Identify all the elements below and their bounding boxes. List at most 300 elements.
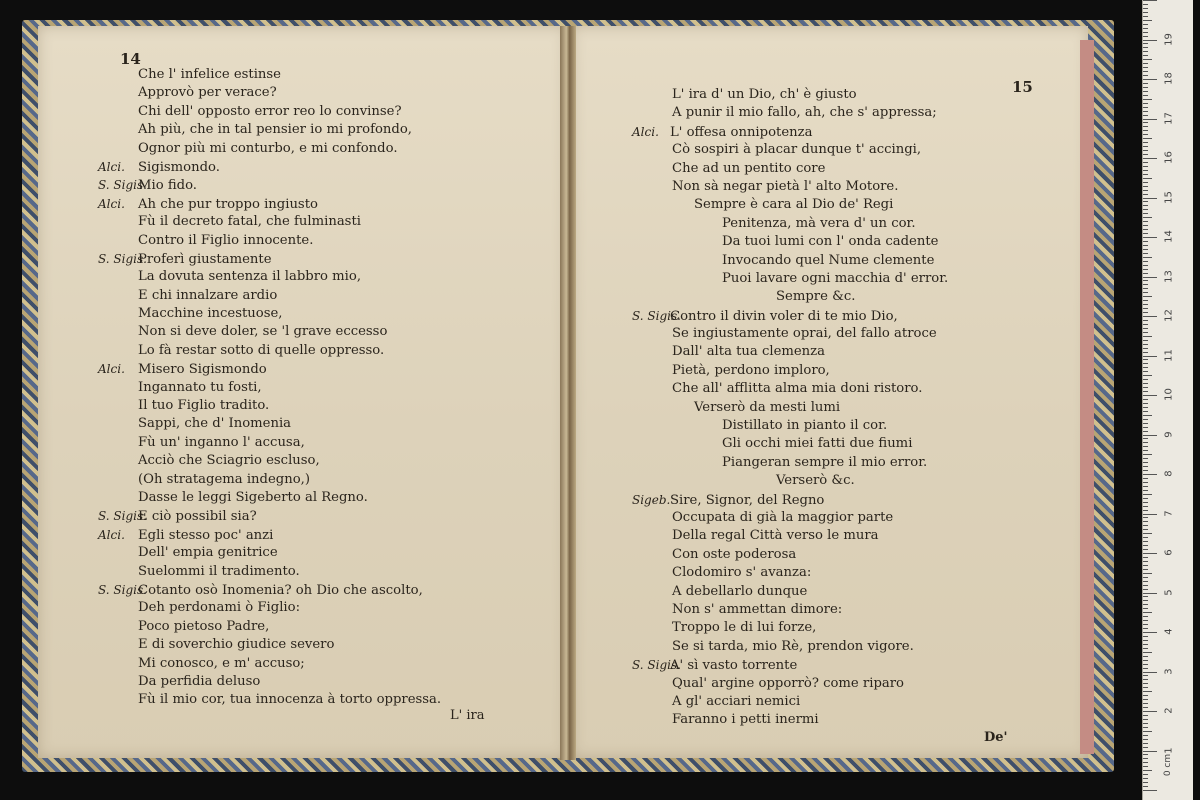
ruler-tick bbox=[1143, 130, 1148, 131]
text-line bbox=[632, 435, 948, 453]
text-line bbox=[98, 213, 441, 231]
text-line bbox=[632, 86, 948, 104]
line-text: Mi conosco, e m' accuso; bbox=[138, 655, 305, 671]
ruler-tick bbox=[1143, 470, 1148, 471]
ruler-tick bbox=[1143, 288, 1148, 289]
text-line bbox=[98, 342, 441, 360]
ruler-tick bbox=[1143, 454, 1152, 455]
ruler-tick bbox=[1143, 521, 1148, 522]
text-line bbox=[98, 379, 441, 397]
ruler-number: 18 bbox=[1163, 72, 1175, 85]
ruler-tick bbox=[1143, 778, 1148, 779]
ruler-unit-label: 0 cm bbox=[1163, 753, 1174, 777]
line-text: Cò sospiri à placar dunque t' accingi, bbox=[672, 142, 922, 158]
ruler-tick bbox=[1143, 209, 1148, 210]
ruler-tick bbox=[1143, 348, 1148, 349]
ruler-tick bbox=[1143, 308, 1148, 309]
ruler-tick bbox=[1143, 731, 1152, 732]
text-line bbox=[632, 215, 948, 233]
ruler-tick bbox=[1143, 446, 1148, 447]
line-text: Acciò che Sciagrio escluso, bbox=[138, 453, 320, 469]
ruler-tick bbox=[1143, 75, 1148, 76]
text-line bbox=[632, 160, 948, 178]
ruler-tick bbox=[1143, 672, 1157, 673]
ruler-tick bbox=[1143, 395, 1157, 396]
ruler-number: 14 bbox=[1163, 230, 1175, 243]
ruler-tick bbox=[1143, 194, 1148, 195]
ruler-tick bbox=[1143, 727, 1148, 728]
ruler-tick bbox=[1143, 703, 1148, 704]
ruler-tick bbox=[1143, 679, 1148, 680]
text-line bbox=[98, 232, 441, 250]
ruler-tick bbox=[1143, 431, 1148, 432]
line-text: Non s' ammettan dimore: bbox=[672, 601, 843, 617]
ruler-tick bbox=[1143, 648, 1148, 649]
ruler-tick bbox=[1143, 356, 1157, 357]
ruler-tick bbox=[1143, 336, 1152, 337]
text-line bbox=[98, 268, 441, 286]
text-line bbox=[98, 489, 441, 507]
line-text: L' ira d' un Dio, ch' è giusto bbox=[672, 87, 857, 102]
line-text: Gli occhi miei fatti due fiumi bbox=[722, 436, 913, 452]
ruler-tick bbox=[1143, 332, 1148, 333]
ruler-number: 1 bbox=[1163, 746, 1175, 754]
ruler-tick bbox=[1143, 403, 1148, 404]
ruler-tick bbox=[1143, 691, 1152, 692]
ruler-tick bbox=[1143, 316, 1157, 317]
ruler-tick bbox=[1143, 225, 1148, 226]
ruler-tick bbox=[1143, 324, 1148, 325]
ruler-tick bbox=[1143, 652, 1152, 653]
ruler-tick bbox=[1143, 63, 1148, 64]
text-line bbox=[98, 195, 441, 213]
ruler-tick bbox=[1143, 352, 1148, 353]
ruler-tick bbox=[1143, 146, 1148, 147]
text-line bbox=[632, 638, 948, 656]
ruler-tick bbox=[1143, 391, 1148, 392]
ruler-tick bbox=[1143, 577, 1148, 578]
ruler-tick bbox=[1143, 154, 1148, 155]
ruler-number: 17 bbox=[1163, 111, 1175, 125]
text-line bbox=[632, 325, 948, 343]
ruler-tick bbox=[1143, 695, 1148, 696]
ruler-tick bbox=[1143, 233, 1148, 234]
line-text: Distillato in pianto il cor. bbox=[722, 418, 888, 434]
line-text: A gl' acciari nemici bbox=[672, 693, 801, 709]
ruler-tick bbox=[1143, 340, 1148, 341]
ruler-number: 16 bbox=[1163, 151, 1175, 164]
ruler-number: 4 bbox=[1163, 628, 1175, 635]
text-line bbox=[632, 509, 948, 527]
ruler-tick bbox=[1143, 604, 1148, 605]
ruler-tick bbox=[1143, 506, 1148, 507]
ruler-tick bbox=[1143, 490, 1148, 491]
line-text: Fù il decreto fatal, che fulminasti bbox=[138, 214, 361, 230]
ruler-tick bbox=[1143, 636, 1148, 637]
ruler-tick bbox=[1143, 142, 1148, 143]
line-text: E ciò possibil sia? bbox=[138, 509, 257, 525]
line-text: Chi dell' opposto error reo lo convinse? bbox=[138, 103, 402, 119]
ruler-tick bbox=[1143, 162, 1148, 163]
ruler-tick bbox=[1143, 502, 1148, 503]
ruler-tick bbox=[1143, 55, 1148, 56]
ruler-tick bbox=[1143, 435, 1157, 436]
ruler-tick bbox=[1143, 312, 1148, 313]
book-gutter bbox=[560, 26, 576, 760]
ruler-tick bbox=[1143, 514, 1157, 515]
line-text: Pietà, perdono imploro, bbox=[672, 362, 830, 378]
left-catchword: L' ira bbox=[450, 708, 485, 723]
speaker-label: Alci. bbox=[98, 196, 125, 211]
line-text: Deh perdonami ò Figlio: bbox=[138, 600, 301, 616]
ruler-tick bbox=[1143, 644, 1148, 645]
ruler-tick bbox=[1143, 328, 1148, 329]
ruler-tick bbox=[1143, 632, 1157, 633]
line-text: Contro il divin voler di te mio Dio, bbox=[670, 308, 898, 324]
ruler-tick bbox=[1143, 498, 1148, 499]
line-text: Macchine incestuose, bbox=[138, 306, 283, 322]
ruler-tick bbox=[1143, 300, 1148, 301]
line-text: Lo fà restar sotto di quelle oppresso. bbox=[138, 342, 385, 358]
text-line bbox=[98, 618, 441, 636]
line-text: Mio fido. bbox=[138, 178, 197, 194]
ruler-number: 7 bbox=[1163, 509, 1175, 517]
ruler-tick bbox=[1143, 111, 1148, 112]
ruler-tick bbox=[1143, 201, 1148, 202]
line-text: Invocando quel Nume clemente bbox=[722, 252, 935, 268]
line-text: Piangeran sempre il mio error. bbox=[722, 454, 928, 470]
line-text: Ah più, che in tal pensier io mi profondo, bbox=[138, 122, 412, 138]
ruler-tick bbox=[1143, 221, 1148, 222]
ruler-tick bbox=[1143, 387, 1148, 388]
ruler-tick bbox=[1143, 782, 1148, 783]
speaker-label: S. Sigis. bbox=[98, 509, 147, 524]
text-line bbox=[98, 103, 441, 121]
ruler-tick bbox=[1143, 51, 1148, 52]
left-folio: 14 bbox=[120, 50, 141, 68]
ruler-tick bbox=[1143, 589, 1148, 590]
measuring-ruler bbox=[1142, 0, 1193, 800]
line-text: Ah che pur troppo ingiusto bbox=[138, 196, 318, 212]
ruler-tick bbox=[1143, 770, 1152, 771]
ruler-number: 9 bbox=[1163, 430, 1175, 438]
ruler-tick bbox=[1143, 103, 1148, 104]
text-line bbox=[632, 252, 948, 270]
ruler-tick bbox=[1143, 442, 1148, 443]
speaker-label: Alci. bbox=[98, 362, 125, 377]
ruler-tick bbox=[1143, 71, 1148, 72]
text-line bbox=[98, 691, 441, 709]
ruler-tick bbox=[1143, 774, 1148, 775]
ruler-tick bbox=[1143, 593, 1157, 594]
text-line bbox=[632, 601, 948, 619]
ruler-tick bbox=[1143, 126, 1148, 127]
line-text: Suelommi il tradimento. bbox=[138, 563, 300, 579]
ruler-tick bbox=[1143, 751, 1157, 752]
text-line bbox=[98, 452, 441, 470]
text-line bbox=[632, 711, 948, 729]
text-line bbox=[632, 288, 948, 306]
text-line bbox=[632, 141, 948, 159]
ruler-tick bbox=[1143, 296, 1152, 297]
ruler-tick bbox=[1143, 766, 1148, 767]
line-text: Ingannato tu fosti, bbox=[138, 379, 262, 395]
ruler-tick bbox=[1143, 138, 1152, 139]
text-line bbox=[632, 491, 948, 509]
line-text: Fù un' inganno l' accusa, bbox=[138, 434, 305, 450]
right-catchword: De' bbox=[984, 730, 1008, 745]
text-line bbox=[632, 656, 948, 674]
ruler-tick bbox=[1143, 115, 1148, 116]
line-text: Dell' empia genitrice bbox=[138, 545, 278, 561]
speaker-label: S. Sigis. bbox=[98, 178, 147, 193]
ruler-tick bbox=[1143, 462, 1148, 463]
ruler-tick bbox=[1143, 249, 1148, 250]
ruler-tick bbox=[1143, 91, 1148, 92]
ruler-tick bbox=[1143, 107, 1148, 108]
speaker-label: S. Sigis. bbox=[632, 658, 681, 673]
line-text: Della regal Città verso le mura bbox=[672, 528, 879, 544]
ruler-tick bbox=[1143, 711, 1157, 712]
ruler-tick bbox=[1143, 320, 1148, 321]
ruler-tick bbox=[1143, 261, 1148, 262]
ruler-tick bbox=[1143, 474, 1157, 475]
text-line bbox=[632, 104, 948, 122]
ruler-tick bbox=[1143, 280, 1148, 281]
ruler-tick bbox=[1143, 747, 1148, 748]
line-text: Cotanto osò Inomenia? oh Dio che ascolto, bbox=[138, 582, 423, 598]
text-line bbox=[632, 619, 948, 637]
ruler-tick bbox=[1143, 458, 1148, 459]
line-text: Se si tarda, mio Rè, prendon vigore. bbox=[672, 638, 914, 654]
text-line bbox=[98, 140, 441, 158]
ruler-tick bbox=[1143, 423, 1148, 424]
ruler-tick bbox=[1143, 419, 1148, 420]
ruler-tick bbox=[1143, 245, 1148, 246]
line-text: Sigismondo. bbox=[138, 159, 220, 175]
ruler-tick bbox=[1143, 719, 1148, 720]
ruler-tick bbox=[1143, 379, 1148, 380]
ruler-tick bbox=[1143, 723, 1148, 724]
line-text: Non sà negar pietà l' alto Motore. bbox=[672, 178, 899, 194]
text-line bbox=[98, 526, 441, 544]
ruler-tick bbox=[1143, 241, 1148, 242]
text-line bbox=[632, 307, 948, 325]
ruler-tick bbox=[1143, 237, 1157, 238]
line-text: E chi innalzare ardio bbox=[138, 287, 278, 303]
ruler-tick bbox=[1143, 541, 1148, 542]
ruler-tick bbox=[1143, 273, 1148, 274]
ruler-tick bbox=[1143, 537, 1148, 538]
ruler-tick bbox=[1143, 754, 1148, 755]
speaker-label: S. Sigis. bbox=[98, 582, 147, 597]
ruler-tick bbox=[1143, 600, 1148, 601]
text-line bbox=[632, 233, 948, 251]
text-line bbox=[98, 287, 441, 305]
ruler-tick bbox=[1143, 675, 1148, 676]
line-text: Egli stesso poc' anzi bbox=[138, 527, 274, 543]
text-line bbox=[98, 471, 441, 489]
ruler-tick bbox=[1143, 119, 1157, 120]
ruler-tick bbox=[1143, 371, 1148, 372]
right-folio: 15 bbox=[1012, 78, 1033, 96]
text-line bbox=[98, 66, 441, 84]
ruler-tick bbox=[1143, 668, 1148, 669]
text-line bbox=[632, 362, 948, 380]
ruler-tick bbox=[1143, 12, 1148, 13]
ruler-tick bbox=[1143, 739, 1148, 740]
ruler-tick bbox=[1143, 67, 1148, 68]
line-text: Dasse le leggi Sigeberto al Regno. bbox=[138, 489, 368, 505]
ruler-tick bbox=[1143, 367, 1148, 368]
text-line bbox=[632, 564, 948, 582]
text-line bbox=[98, 563, 441, 581]
ruler-tick bbox=[1143, 20, 1152, 21]
ruler-tick bbox=[1143, 265, 1148, 266]
ruler-tick bbox=[1143, 150, 1148, 151]
ruler-tick bbox=[1143, 79, 1157, 80]
line-text: Sempre è cara al Dio de' Regi bbox=[694, 197, 894, 213]
text-line bbox=[632, 583, 948, 601]
ruler-tick bbox=[1143, 383, 1148, 384]
line-text: Da tuoi lumi con l' onda cadente bbox=[722, 234, 939, 250]
line-text: Sempre &c. bbox=[776, 289, 856, 305]
line-text: Occupata di già la maggior parte bbox=[672, 509, 894, 525]
line-text: Che l' infelice estinse bbox=[138, 67, 281, 82]
text-line bbox=[632, 343, 948, 361]
line-text: Che ad un pentito core bbox=[672, 160, 826, 176]
ruler-tick bbox=[1143, 482, 1148, 483]
ruler-tick bbox=[1143, 616, 1148, 617]
line-text: Se ingiustamente oprai, del fallo atroce bbox=[672, 326, 937, 342]
ruler-number: 15 bbox=[1163, 190, 1175, 204]
ruler-tick bbox=[1143, 450, 1148, 451]
line-text: A debellarlo dunque bbox=[672, 583, 808, 599]
speaker-label: Alci. bbox=[98, 159, 125, 174]
line-text: La dovuta sentenza il labbro mio, bbox=[138, 269, 362, 285]
ruler-tick bbox=[1143, 466, 1148, 467]
ruler-tick bbox=[1143, 565, 1148, 566]
ruler-tick bbox=[1143, 620, 1148, 621]
line-text: Che all' afflitta alma mia doni ristoro. bbox=[672, 381, 923, 397]
line-text: L' offesa onnipotenza bbox=[670, 124, 813, 140]
ruler-tick bbox=[1143, 628, 1148, 629]
text-line bbox=[98, 581, 441, 599]
ruler-tick bbox=[1143, 359, 1148, 360]
text-line bbox=[98, 176, 441, 194]
ruler-tick bbox=[1143, 612, 1152, 613]
ruler-tick bbox=[1143, 549, 1148, 550]
text-line bbox=[98, 250, 441, 268]
ruler-tick bbox=[1143, 478, 1148, 479]
ruler-tick bbox=[1143, 486, 1148, 487]
ruler-tick bbox=[1143, 205, 1148, 206]
ruler-tick bbox=[1143, 213, 1148, 214]
text-line bbox=[98, 360, 441, 378]
text-line bbox=[632, 527, 948, 545]
speaker-label: Alci. bbox=[632, 124, 659, 139]
ruler-tick bbox=[1143, 656, 1148, 657]
ruler-tick bbox=[1143, 707, 1148, 708]
line-text: Con oste poderosa bbox=[672, 546, 797, 562]
ruler-tick bbox=[1143, 581, 1148, 582]
text-line bbox=[98, 397, 441, 415]
ruler-number: 19 bbox=[1163, 32, 1175, 46]
line-text: A punir il mio fallo, ah, che s' appressa; bbox=[672, 105, 937, 121]
ruler-tick bbox=[1143, 40, 1157, 41]
line-text: Sappi, che d' Inomenia bbox=[138, 416, 292, 432]
ruler-tick bbox=[1143, 438, 1148, 439]
text-line bbox=[98, 636, 441, 654]
line-text: A' sì vasto torrente bbox=[670, 658, 798, 674]
text-line bbox=[98, 544, 441, 562]
ruler-tick bbox=[1143, 0, 1157, 1]
ruler-tick bbox=[1143, 411, 1148, 412]
line-text: Contro il Figlio innocente. bbox=[138, 232, 314, 248]
ruler-tick bbox=[1143, 743, 1148, 744]
ruler-tick bbox=[1143, 683, 1148, 684]
ruler-tick bbox=[1143, 170, 1148, 171]
ruler-tick bbox=[1143, 561, 1148, 562]
line-text: Proferì giustamente bbox=[138, 251, 272, 267]
ruler-tick bbox=[1143, 198, 1157, 199]
text-line bbox=[98, 599, 441, 617]
ruler-tick bbox=[1143, 95, 1148, 96]
line-text: Il tuo Figlio tradito. bbox=[138, 398, 270, 414]
ruler-tick bbox=[1143, 687, 1148, 688]
ruler-tick bbox=[1143, 158, 1157, 159]
ruler-tick bbox=[1143, 166, 1148, 167]
ruler-tick bbox=[1143, 344, 1148, 345]
line-text: Qual' argine opporrò? come riparo bbox=[672, 675, 904, 691]
line-text: (Oh stratagema indegno,) bbox=[138, 471, 311, 487]
ruler-tick bbox=[1143, 32, 1148, 33]
text-line bbox=[98, 323, 441, 341]
text-line bbox=[632, 472, 948, 490]
ruler-tick bbox=[1143, 762, 1148, 763]
ruler-tick bbox=[1143, 545, 1148, 546]
ruler-tick bbox=[1143, 529, 1148, 530]
ruler-tick bbox=[1143, 277, 1157, 278]
ruler-tick bbox=[1143, 557, 1148, 558]
line-text: Troppo le di lui forze, bbox=[672, 620, 817, 636]
ruler-tick bbox=[1143, 190, 1148, 191]
left-page-text bbox=[98, 66, 441, 710]
ruler-tick bbox=[1143, 47, 1148, 48]
ruler-number: 5 bbox=[1163, 588, 1175, 596]
ruler-number: 11 bbox=[1163, 348, 1175, 362]
ruler-tick bbox=[1143, 494, 1152, 495]
ruler-number: 10 bbox=[1163, 388, 1175, 401]
text-line bbox=[632, 675, 948, 693]
page-edge bbox=[1080, 40, 1094, 754]
line-text: Clodomiro s' avanza: bbox=[672, 565, 812, 581]
ruler-tick bbox=[1143, 553, 1157, 554]
line-text: Sire, Signor, del Regno bbox=[670, 492, 825, 508]
text-line bbox=[632, 178, 948, 196]
ruler-tick bbox=[1143, 533, 1152, 534]
line-text: Ognor più mi conturbo, e mi confondo. bbox=[138, 140, 398, 156]
speaker-label: Alci. bbox=[98, 527, 125, 542]
ruler-tick bbox=[1143, 186, 1148, 187]
ruler-tick bbox=[1143, 8, 1148, 9]
text-line bbox=[632, 693, 948, 711]
ruler-tick bbox=[1143, 407, 1148, 408]
ruler-tick bbox=[1143, 517, 1148, 518]
ruler-tick bbox=[1143, 758, 1148, 759]
ruler-tick bbox=[1143, 664, 1148, 665]
text-line bbox=[98, 507, 441, 525]
